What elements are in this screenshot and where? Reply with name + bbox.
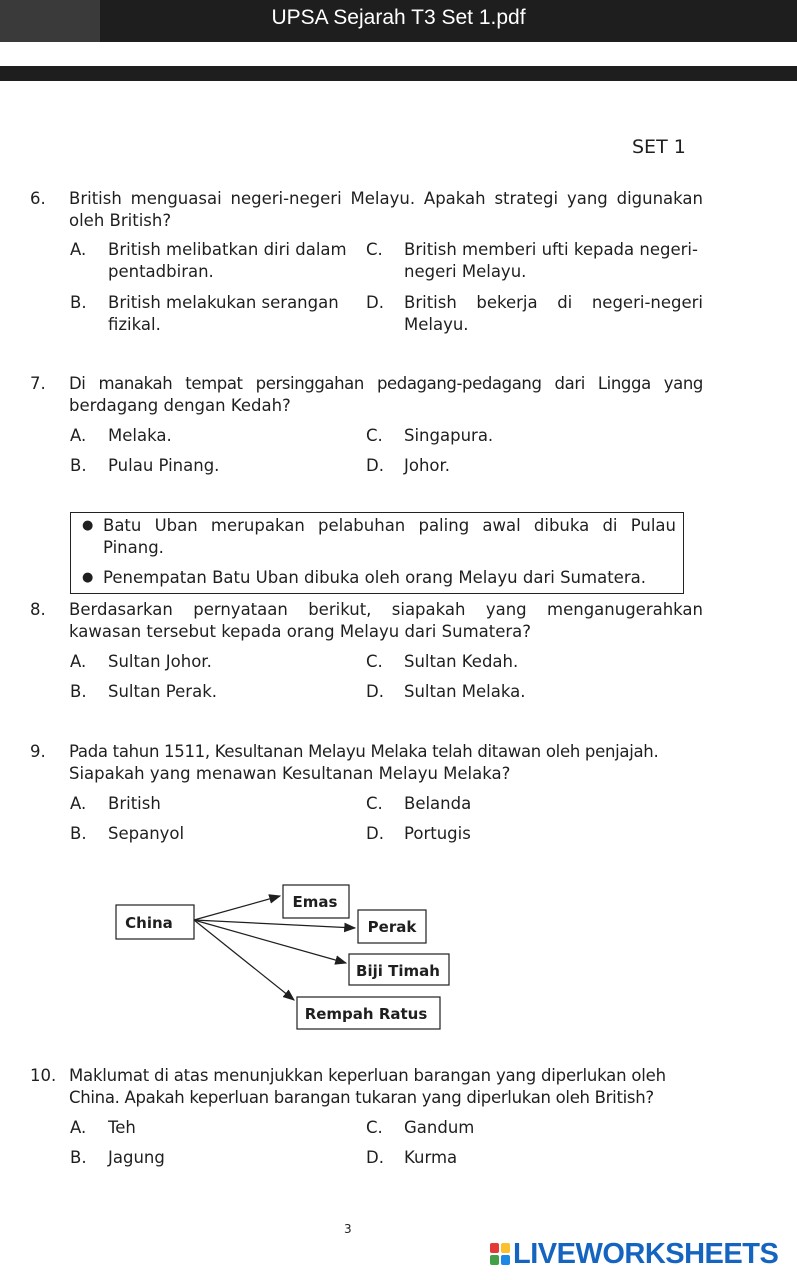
question-stem-line: berdagang dengan Kedah? [69,396,291,415]
option-text: Melaka. [108,426,172,445]
option-text: Kurma [404,1148,458,1167]
option-letter: D. [366,682,384,701]
logo-icon [490,1243,510,1265]
diagram-label: Rempah Ratus [304,1005,428,1023]
option-letter: D. [366,1148,384,1167]
statement-text: Pinang. [103,538,164,557]
question-number: 6. [30,189,46,208]
question-stem-line: Di manakah tempat persinggahan pedagang-pedagang dari Lingga yang [69,374,703,393]
option-letter: C. [366,240,383,259]
set-label: SET 1 [632,136,686,158]
option-letter: A. [70,426,87,445]
page-number: 3 [344,1222,352,1236]
option-text: British memberi ufti kepada negeri- [404,240,698,259]
option-text: Gandum [404,1118,475,1137]
option-letter: C. [366,1118,383,1137]
liveworksheets-logo [490,1237,778,1271]
diagram-label: Emas [292,893,338,911]
option-text: Jagung [108,1148,165,1167]
question-stem-line: Berdasarkan pernyataan berikut, siapakah yang menganugerahkan [69,600,703,619]
arrow-to-rempah-ratus [194,920,294,1000]
option-text: British bekerja di negeri-negeri [404,293,703,312]
statement-text: Batu Uban merupakan pelabuhan paling awal dibuka di Pulau [103,516,676,535]
document-title: UPSA Sejarah T3 Set 1.pdf [271,6,526,29]
option-letter: D. [366,824,384,843]
question-number: 7. [30,374,46,393]
option-letter: B. [70,1148,87,1167]
option-letter: B. [70,682,87,701]
option-text: Singapura. [404,426,494,445]
option-text: Johor. [404,456,451,475]
diagram-label: Biji Timah [356,962,440,980]
question-stem-line: kawasan tersebut kepada orang Melayu dari Sumatera? [69,622,532,641]
option-text: Portugis [404,824,471,843]
option-text: pentadbiran. [108,262,214,281]
arrow-to-emas [194,896,280,920]
diagram-label: Perak [367,918,417,936]
option-letter: B. [70,456,87,475]
option-letter: B. [70,293,87,312]
option-letter: D. [366,293,384,312]
option-letter: A. [70,240,87,259]
question-stem-line: China. Apakah keperluan barangan tukaran yang diperlukan oleh British? [69,1088,654,1107]
option-text: Pulau Pinang. [108,456,220,475]
option-text: Sultan Perak. [108,682,218,701]
option-letter: B. [70,824,87,843]
option-letter: A. [70,794,87,813]
option-letter: C. [366,426,383,445]
option-letter: A. [70,652,87,671]
option-letter: D. [366,456,384,475]
option-letter: A. [70,1118,87,1137]
question-stem-line: Maklumat di atas menunjukkan keperluan barangan yang diperlukan oleh [69,1066,666,1085]
option-text: Teh [108,1118,136,1137]
option-text: British [108,794,161,813]
logo-wordmark: LIVEWORKSHEETS [513,1237,779,1270]
question-number: 10. [30,1066,57,1085]
option-text: fizikal. [108,315,161,334]
question-stem-line: Siapakah yang menawan Kesultanan Melayu Melaka? [69,764,511,783]
option-text: Melayu. [404,315,469,334]
option-text: British melakukan serangan [108,293,339,312]
question-stem-line: oleh British? [69,211,172,230]
question-stem-line: British menguasai negeri-negeri Melayu. Apakah strategi yang digunakan [69,189,703,208]
option-text: Sultan Johor. [108,652,212,671]
diagram-label: China [125,914,173,932]
question-number: 9. [30,742,46,761]
question-stem-line: Pada tahun 1511, Kesultanan Melayu Melaka telah ditawan oleh penjajah. [69,742,659,761]
option-text: negeri Melayu. [404,262,527,281]
option-text: Sepanyol [108,824,185,843]
option-text: British melibatkan diri dalam [108,240,347,259]
option-letter: C. [366,794,383,813]
option-letter: C. [366,652,383,671]
bullet-icon: ● [82,518,94,533]
bullet-icon: ● [82,570,94,585]
question-number: 8. [30,600,46,619]
option-text: Sultan Melaka. [404,682,526,701]
option-text: Belanda [404,794,472,813]
statement-text: Penempatan Batu Uban dibuka oleh orang Melayu dari Sumatera. [103,568,646,587]
option-text: Sultan Kedah. [404,652,519,671]
